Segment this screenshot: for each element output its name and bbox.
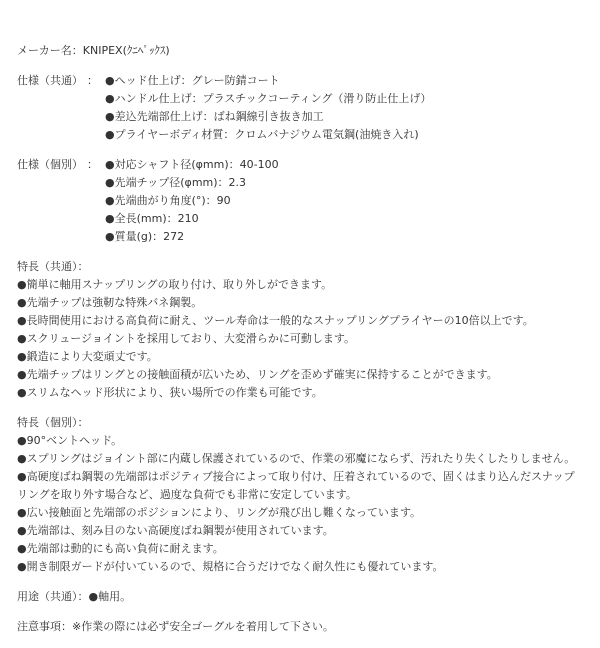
usage-row: [17, 588, 587, 606]
spec-common-colon: ：: [87, 74, 98, 87]
spec-common-item: ●プライヤーボディ材質：クロムバナジウム電気鋼(油焼き入れ): [105, 128, 419, 141]
spec-common-group: [17, 72, 587, 144]
spec-individual-group: [17, 156, 587, 246]
caution-value: ※作業の際には必ず安全ゴーグルを着用して下さい。: [72, 620, 334, 633]
maker-value: KNIPEX(ｸﾆﾍﾟｯｸｽ): [82, 44, 170, 57]
usage-value: ●軸用。: [88, 590, 132, 603]
feature-common-item: ●長時間使用における高負荷に耐え、ツール寿命は一般的なスナップリングプライヤーの10倍以上です。: [17, 314, 534, 327]
feature-individual-item: ●90°ベントヘッド。: [17, 434, 123, 447]
spec-individual-item: ●全長(mm)：210: [105, 212, 199, 225]
caution-row: [17, 618, 587, 636]
usage-label: 用途（共通）: [17, 590, 78, 603]
features-common-section: [17, 258, 587, 402]
features-common-heading: 特長（共通）：: [17, 260, 89, 273]
features-individual-heading: 特長（個別）：: [17, 416, 89, 429]
feature-individual-item: ●開き制限ガードが付いているので、規格に合うだけでなく耐久性にも優れています。: [17, 560, 444, 573]
spec-individual-item: ●先端チップ径(φmm)：2.3: [105, 176, 247, 189]
maker-row: [17, 42, 587, 60]
feature-common-item: ●簡単に軸用スナップリングの取り付け、取り外しができます。: [17, 278, 333, 291]
spec-common-item: ●ハンドル仕上げ：プラスチックコーティング（滑り防止仕上げ）: [105, 92, 432, 105]
spec-individual-item: ●先端曲がり角度(°)：90: [105, 194, 231, 207]
spec-individual-label: 仕様（個別）: [17, 158, 83, 171]
usage-colon: ：: [77, 590, 89, 603]
feature-common-item: ●スクリュージョイントを採用しており、大変滑らかに可動します。: [17, 332, 355, 345]
feature-common-item: ●スリムなヘッド形状により、狭い場所での作業も可能です。: [17, 386, 323, 399]
spec-individual-list: [105, 156, 587, 246]
spec-common-item: ●差込先端部仕上げ：ばね鋼線引き抜き加工: [105, 110, 324, 123]
feature-individual-item: ●先端部は動的にも高い負荷に耐えます。: [17, 542, 224, 555]
feature-individual-item: ●先端部は、刻み目のない高硬度ばね鋼製が使用されています。: [17, 524, 334, 537]
feature-common-item: ●鍛造により大変頑丈です。: [17, 350, 158, 363]
features-individual-section: [17, 414, 587, 576]
caution-label: 注意事項：: [17, 620, 72, 633]
feature-individual-item: ●広い接触面と先端部のポジションにより、リングが飛び出し難くなっています。: [17, 506, 422, 519]
spec-individual-colon: ：: [87, 158, 98, 171]
spec-individual-item: ●質量(g)：272: [105, 230, 185, 243]
maker-label: メーカー名：: [17, 44, 83, 57]
feature-common-item: ●先端チップはリングとの接触面積が広いため、リングを歪めず確実に保持することができます。: [17, 368, 498, 381]
feature-common-item: ●先端チップは強靭な特殊バネ鋼製。: [17, 296, 203, 309]
product-spec-sheet: [17, 42, 587, 648]
feature-individual-item: ●高硬度ばね鋼製の先端部はポジティブ接合によって取り付け、圧着されているので、固くはまり込んだスナップリングを取り外す場合など、過度な負荷でも非常に安定しています。: [17, 470, 575, 501]
spec-common-list: [105, 72, 587, 144]
spec-individual-item: ●対応シャフト径(φmm)：40-100: [105, 158, 279, 171]
spec-common-item: ●ヘッド仕上げ：グレー防錆コート: [105, 74, 280, 87]
spec-common-label: 仕様（共通）: [17, 74, 83, 87]
feature-individual-item: ●スプリングはジョイント部に内蔵し保護されているので、作業の邪魔にならず、汚れたり失くしたりしません。: [17, 452, 576, 465]
